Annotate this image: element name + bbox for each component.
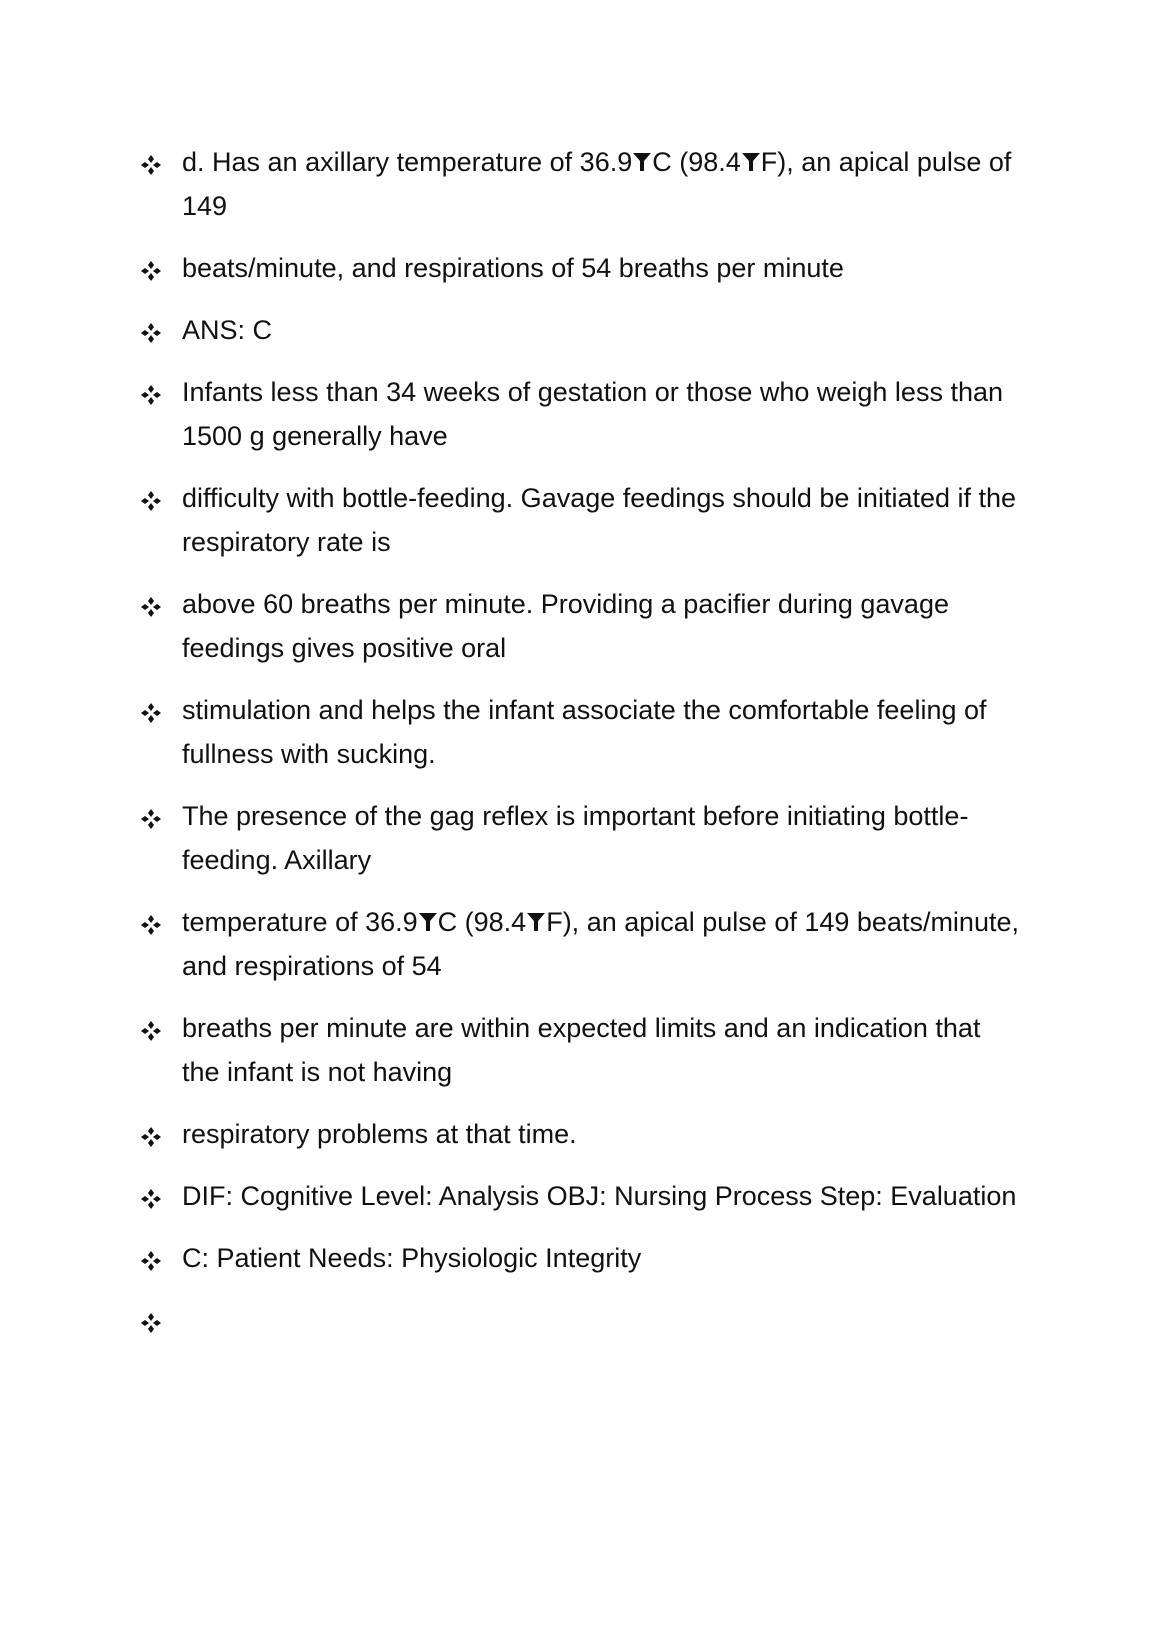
list-item-text	[182, 1298, 1020, 1342]
diamond-bullet-icon	[140, 322, 162, 344]
list-item-text	[182, 140, 1020, 228]
list-item-text	[182, 900, 1020, 988]
text-segment: C (98.4	[652, 147, 741, 177]
list-item	[140, 476, 1020, 564]
list-item	[140, 1298, 1020, 1342]
list-item	[140, 582, 1020, 670]
text-segment: F), an apical pulse of 149 beats/minute, and respirations of 54	[182, 907, 1019, 981]
diamond-bullet-icon	[140, 702, 162, 724]
diamond-bullet-icon	[140, 490, 162, 512]
list-item-text	[182, 1236, 1020, 1280]
diamond-bullet-icon	[140, 1126, 162, 1148]
text-segment: beats/minute, and respirations of 54 breaths per minute	[182, 253, 844, 283]
list-item-text	[182, 370, 1020, 458]
diamond-bullet-icon	[140, 808, 162, 830]
list-item	[140, 1112, 1020, 1156]
list-item	[140, 246, 1020, 290]
degree-symbol-icon	[418, 911, 438, 933]
degree-symbol-icon	[632, 151, 652, 173]
text-segment: d. Has an axillary temperature of 36.9	[182, 147, 633, 177]
text-segment: stimulation and helps the infant associate the comfortable feeling of fullness with sucking.	[182, 695, 987, 769]
text-segment: C: Patient Needs: Physiologic Integrity	[182, 1243, 642, 1273]
list-item-text	[182, 1006, 1020, 1094]
list-item	[140, 794, 1020, 882]
list-item-text	[182, 688, 1020, 776]
list-item	[140, 1174, 1020, 1218]
list-item	[140, 370, 1020, 458]
list-item	[140, 1006, 1020, 1094]
list-item	[140, 308, 1020, 352]
text-segment: above 60 breaths per minute. Providing a pacifier during gavage feedings gives positive oral	[182, 589, 949, 663]
list-item-text	[182, 308, 1020, 352]
diamond-bullet-icon	[140, 1020, 162, 1042]
text-segment: Infants less than 34 weeks of gestation or those who weigh less than 1500 g generally have	[182, 377, 1003, 451]
list-item-text	[182, 794, 1020, 882]
text-segment: F), an apical pulse of 149	[182, 147, 1012, 221]
diamond-bullet-icon	[140, 154, 162, 176]
diamond-bullet-icon	[140, 384, 162, 406]
text-segment: C (98.4	[437, 907, 527, 937]
diamond-bullet-icon	[140, 596, 162, 618]
diamond-bullet-icon	[140, 1312, 162, 1334]
text-segment: temperature of 36.9	[182, 907, 418, 937]
list-item-text	[182, 582, 1020, 670]
diamond-bullet-icon	[140, 1188, 162, 1210]
text-segment: breaths per minute are within expected limits and an indication that the infant is not having	[182, 1013, 981, 1087]
diamond-bullet-icon	[140, 914, 162, 936]
list-item-text	[182, 246, 1020, 290]
list-item	[140, 688, 1020, 776]
list-item-text	[182, 1174, 1020, 1218]
text-segment: ANS: C	[182, 315, 273, 345]
text-segment: The presence of the gag reflex is important before initiating bottle-feeding. Axillary	[182, 801, 969, 875]
diamond-bullet-icon	[140, 260, 162, 282]
list-item	[140, 1236, 1020, 1280]
list-item-text	[182, 476, 1020, 564]
diamond-bullet-icon	[140, 1250, 162, 1272]
list-item	[140, 900, 1020, 988]
list-item-text	[182, 1112, 1020, 1156]
text-segment: DIF: Cognitive Level: Analysis OBJ: Nursing Process Step: Evaluation	[182, 1181, 1017, 1211]
text-segment: respiratory problems at that time.	[182, 1119, 577, 1149]
degree-symbol-icon	[526, 911, 546, 933]
bullet-list	[140, 140, 1020, 1360]
text-segment: difficulty with bottle-feeding. Gavage feedings should be initiated if the respiratory rate is	[182, 483, 1017, 557]
degree-symbol-icon	[741, 151, 761, 173]
list-item	[140, 140, 1020, 228]
